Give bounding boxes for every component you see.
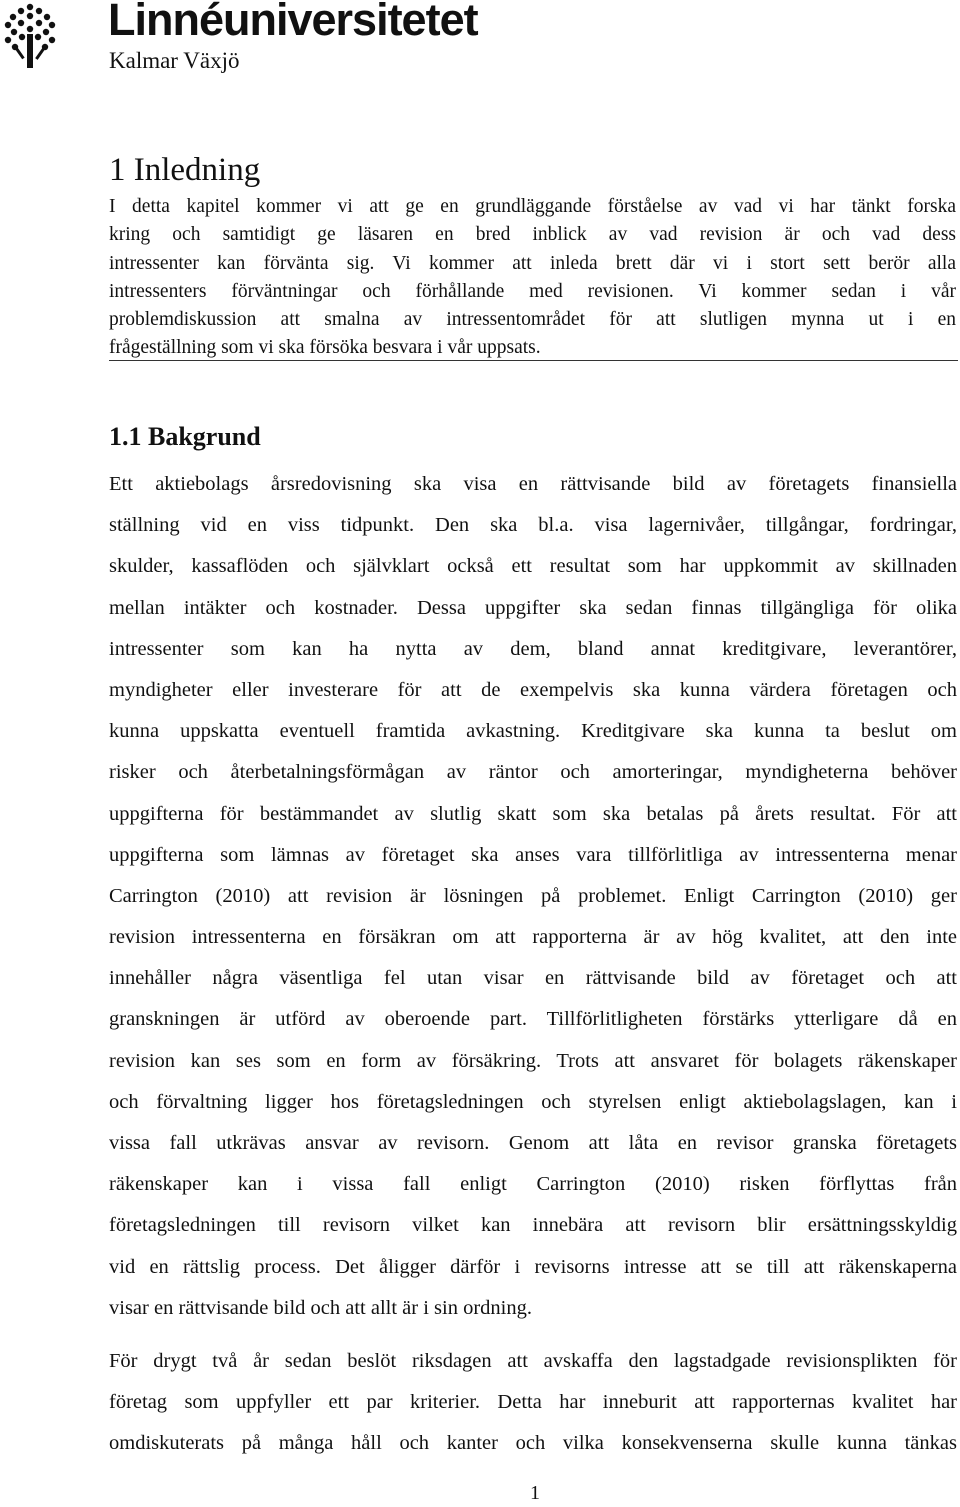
intro-line: kring och samtidigt ge läsaren en bred inblick av vad revision är och vad dess xyxy=(109,224,956,246)
paragraph-line: uppgifterna som lämnas av företaget ska anses vara tillförlitliga av intressenterna menar xyxy=(109,843,957,866)
body-paragraph-2 xyxy=(109,1341,957,1465)
intro-line: intressenters förväntningar och förhållande med revisionen. Vi kommer sedan i vår xyxy=(109,280,956,302)
section-title: 1.1 Bakgrund xyxy=(109,422,261,451)
paragraph-line: Carrington (2010) att revision är lösningen på problemet. Enligt Carrington (2010) ger xyxy=(109,884,957,907)
intro-line: frågeställning som vi ska försöka besvara i vår uppsats. xyxy=(109,337,541,359)
intro-line: problemdiskussion att smalna av intressentområdet för att slutligen mynna ut i en xyxy=(109,309,956,331)
paragraph-line: och förvaltning ligger hos företagsledningen och styrelsen enligt aktiebolagslagen, kan i xyxy=(109,1090,957,1113)
page-number: 1 xyxy=(530,1482,540,1504)
intro-line: intressenter kan förvänta sig. Vi kommer att inleda brett där vi i stort sett berör alla xyxy=(109,252,956,274)
paragraph-line: mellan intäkter och kostnader. Dessa uppgifter ska sedan finnas tillgängliga för olika xyxy=(109,596,957,619)
paragraph-line: företagsledningen till revisorn vilket kan innebära att revisorn blir ersättningsskyldig xyxy=(109,1214,957,1237)
paragraph-line: intressenter som kan ha nytta av dem, bland annat kreditgivare, leverantörer, xyxy=(109,637,957,660)
paragraph-line: ställning vid en viss tidpunkt. Den ska bl.a. visa lagernivåer, tillgångar, fordringar, xyxy=(109,514,957,537)
paragraph-line: räkenskaper kan i vissa fall enligt Carrington (2010) risken förflyttas från xyxy=(109,1173,957,1196)
body-paragraph-1 xyxy=(109,464,957,1329)
tree-logo-icon xyxy=(4,2,56,68)
paragraph-line: revision intressenterna en försäkran om att rapporterna är av hög kvalitet, att den inte xyxy=(109,926,957,949)
chapter-title: 1 Inledning xyxy=(109,152,261,188)
paragraph-line: företag som uppfyller ett par kriterier. Detta har inneburit att rapporternas kvalitet har xyxy=(109,1391,957,1414)
intro-divider xyxy=(109,360,958,361)
paragraph-line: granskningen är utförd av oberoende part. Tillförlitligheten förstärks ytterligare då en xyxy=(109,1008,957,1031)
paragraph-line: uppgifterna för bestämmandet av slutlig skatt som ska betalas på årets resultat. För att xyxy=(109,802,957,825)
paragraph-line: skulder, kassaflöden och självklart också ett resultat som har uppkommit av skillnaden xyxy=(109,555,957,578)
paragraph-line: Ett aktiebolags årsredovisning ska visa en rättvisande bild av företagets finansiella xyxy=(109,473,957,495)
chapter-intro xyxy=(109,193,956,363)
paragraph-line: vid en rättslig process. Det åligger därför i revisorns intresse att se till att räkenskaperna xyxy=(109,1255,957,1278)
paragraph-line: För drygt två år sedan beslöt riksdagen att avskaffa den lagstadgade revisionsplikten för xyxy=(109,1350,957,1372)
paragraph-line: risker och återbetalningsförmågan av räntor och amorteringar, myndigheterna behöver xyxy=(109,761,957,784)
paragraph-line: visar en rättvisande bild och att allt är i sin ordning. xyxy=(109,1296,532,1319)
paragraph-line: omdiskuterats på många håll och kanter och vilka konsekvenserna skulle kunna tänkas xyxy=(109,1432,957,1455)
paragraph-line: innehåller några väsentliga fel utan visar en rättvisande bild av företaget och att xyxy=(109,967,957,990)
university-logo xyxy=(0,0,520,80)
logo-subtitle: Kalmar Växjö xyxy=(109,48,240,73)
logo-name: Linnéuniversitetet xyxy=(108,0,478,45)
paragraph-line: revision kan ses som en form av försäkring. Trots att ansvaret för bolagets räkenskaper xyxy=(109,1049,957,1072)
paragraph-line: myndigheter eller investerare för att de exempelvis ska kunna värdera företagen och xyxy=(109,678,957,701)
paragraph-line: vissa fall utkrävas ansvar av revisorn. Genom att låta en revisor granska företagets xyxy=(109,1132,957,1154)
paragraph-line: kunna uppskatta eventuell framtida avkastning. Kreditgivare ska kunna ta beslut om xyxy=(109,720,957,743)
intro-line: I detta kapitel kommer vi att ge en grundläggande förståelse av vad vi har tänkt forska xyxy=(109,196,956,217)
